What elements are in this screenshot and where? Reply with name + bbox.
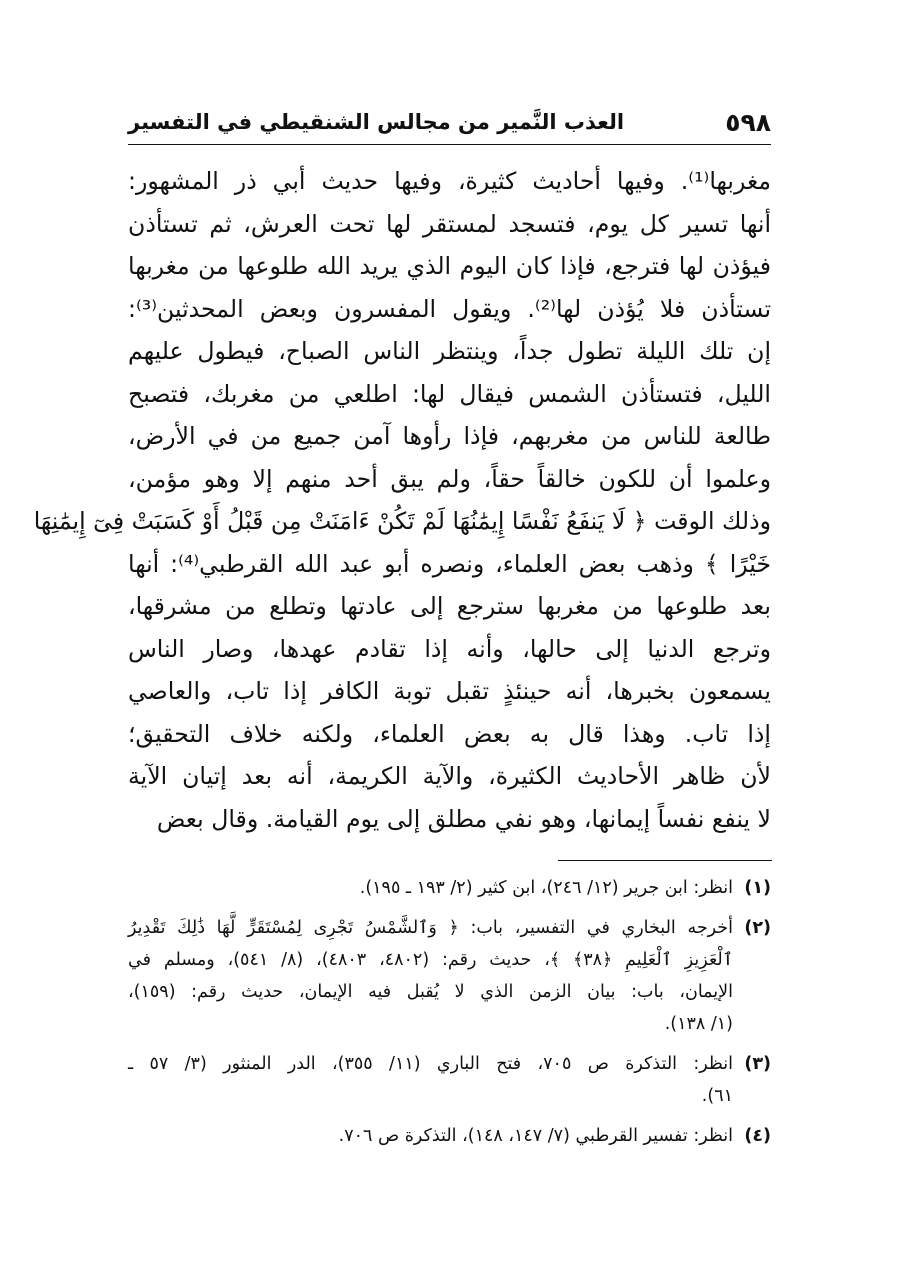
footnote-number: (١) [744, 878, 771, 898]
footnotes [128, 872, 771, 1160]
body-line: طالعة للناس من مغربهم، فإذا رأوها آمن جميع من في الأرض، [128, 422, 771, 450]
body-line: إذا تاب. وهذا قال به بعض العلماء، ولكنه خلاف التحقيق؛ [128, 719, 771, 748]
footnote-line: الإيمان، باب: بيان الزمن الذي لا يُقبل فيه الإيمان، حديث رقم: (١٥٩)، [128, 982, 733, 1002]
body-line: لأن ظاهر الأحاديث الكثيرة، والآية الكريمة، أنه بعد إتيان الآية [128, 762, 771, 790]
footnote-rule [558, 860, 772, 861]
header-rule [128, 144, 771, 145]
body-line: بعد طلوعها من مغربها سترجع إلى عادتها وتطلع من مشرقها، [128, 592, 771, 620]
footnote-line: (١/ ١٣٨). [664, 1014, 733, 1034]
footnote-line: انظر: تفسير القرطبي (٧/ ١٤٧، ١٤٨)، التذكرة ص ٧٠٦. [338, 1126, 733, 1146]
body-line: وذلك الوقت ﴿ لَا يَنفَعُ نَفْسًا إِيمَٰنُهَا لَمْ تَكُنْ ءَامَنَتْ مِن قَبْلُ أَوْ كَسَبَتْ فِىٓ إِيمَٰنِهَا [33, 507, 771, 535]
body-line: يسمعون بخبرها، أنه حينئذٍ تقبل توبة الكافر إذا تاب، والعاصي [128, 677, 771, 705]
body-line: لا ينفع نفساً إيمانها، وهو نفي مطلق إلى يوم القيامة. وقال بعض [156, 804, 771, 833]
body-line: تستأذن فلا يُؤذن لها⁽²⁾. ويقول المفسرون وبعض المحدثين⁽³⁾: [128, 294, 772, 323]
footnote-number: (٤) [744, 1126, 771, 1146]
body-line: وعلموا أن للكون خالقاً حقاً، ولم يبق أحد منهم إلا وهو مؤمن، [128, 464, 771, 493]
body-line: فيؤذن لها فترجع، فإذا كان اليوم الذي يريد الله طلوعها من مغربها [128, 252, 771, 280]
footnote-line: انظر: التذكرة ص ٧٠٥، فتح الباري (١١/ ٣٥٥)، الدر المنثور (٣/ ٥٧ ـ [128, 1054, 734, 1074]
footnote-line: أخرجه البخاري في التفسير، باب: ﴿ وَٱلشَّمْسُ تَجْرِى لِمُسْتَقَرٍّ لَّهَا ذَٰلِكَ تَقْدِيرُ [128, 918, 733, 938]
footnote [128, 872, 771, 904]
page-header [128, 108, 771, 142]
body-line: مغربها⁽¹⁾. وفيها أحاديث كثيرة، وفيها حديث أبي ذر المشهور: [128, 167, 771, 195]
page-number: ٥٩٨ [725, 108, 771, 137]
body-line: الليل، فتستأذن الشمس فيقال لها: اطلعي من مغربك، فتصبح [128, 379, 771, 408]
body-line: خَيْرًا ﴾ وذهب بعض العلماء، ونصره أبو عبد الله القرطبي⁽⁴⁾: أنها [128, 549, 771, 578]
body-line: إن تلك الليلة تطول جداً، وينتظر الناس الصباح، فيطول عليهم [128, 337, 771, 365]
body-line: أنها تسير كل يوم، فتسجد لمستقر لها تحت العرش، ثم تستأذن [128, 209, 771, 238]
footnote-line: ٱلْعَزِيزِ ٱلْعَلِيمِ ﴿٣٨﴾ ﴾، حديث رقم: (٤٨٠٢، ٤٨٠٣)، (٨/ ٥٤١)، ومسلم في [128, 950, 733, 970]
footnote-number: (٢) [744, 918, 771, 938]
body-text [33, 160, 772, 840]
footnote [128, 1120, 771, 1152]
footnote [128, 1048, 771, 1112]
footnote-line: ٦١). [701, 1086, 733, 1106]
body-line: وترجع الدنيا إلى حالها، وأنه إذا تقادم عهدها، وصار الناس [128, 634, 771, 663]
running-title: العذب النَّمير من مجالس الشنقيطي في التفسير [128, 110, 625, 134]
footnote-number: (٣) [744, 1054, 771, 1074]
footnote-line: انظر: ابن جرير (١٢/ ٢٤٦)، ابن كثير (٢/ ١٩٣ ـ ١٩٥). [359, 878, 733, 898]
footnote [128, 912, 771, 1040]
